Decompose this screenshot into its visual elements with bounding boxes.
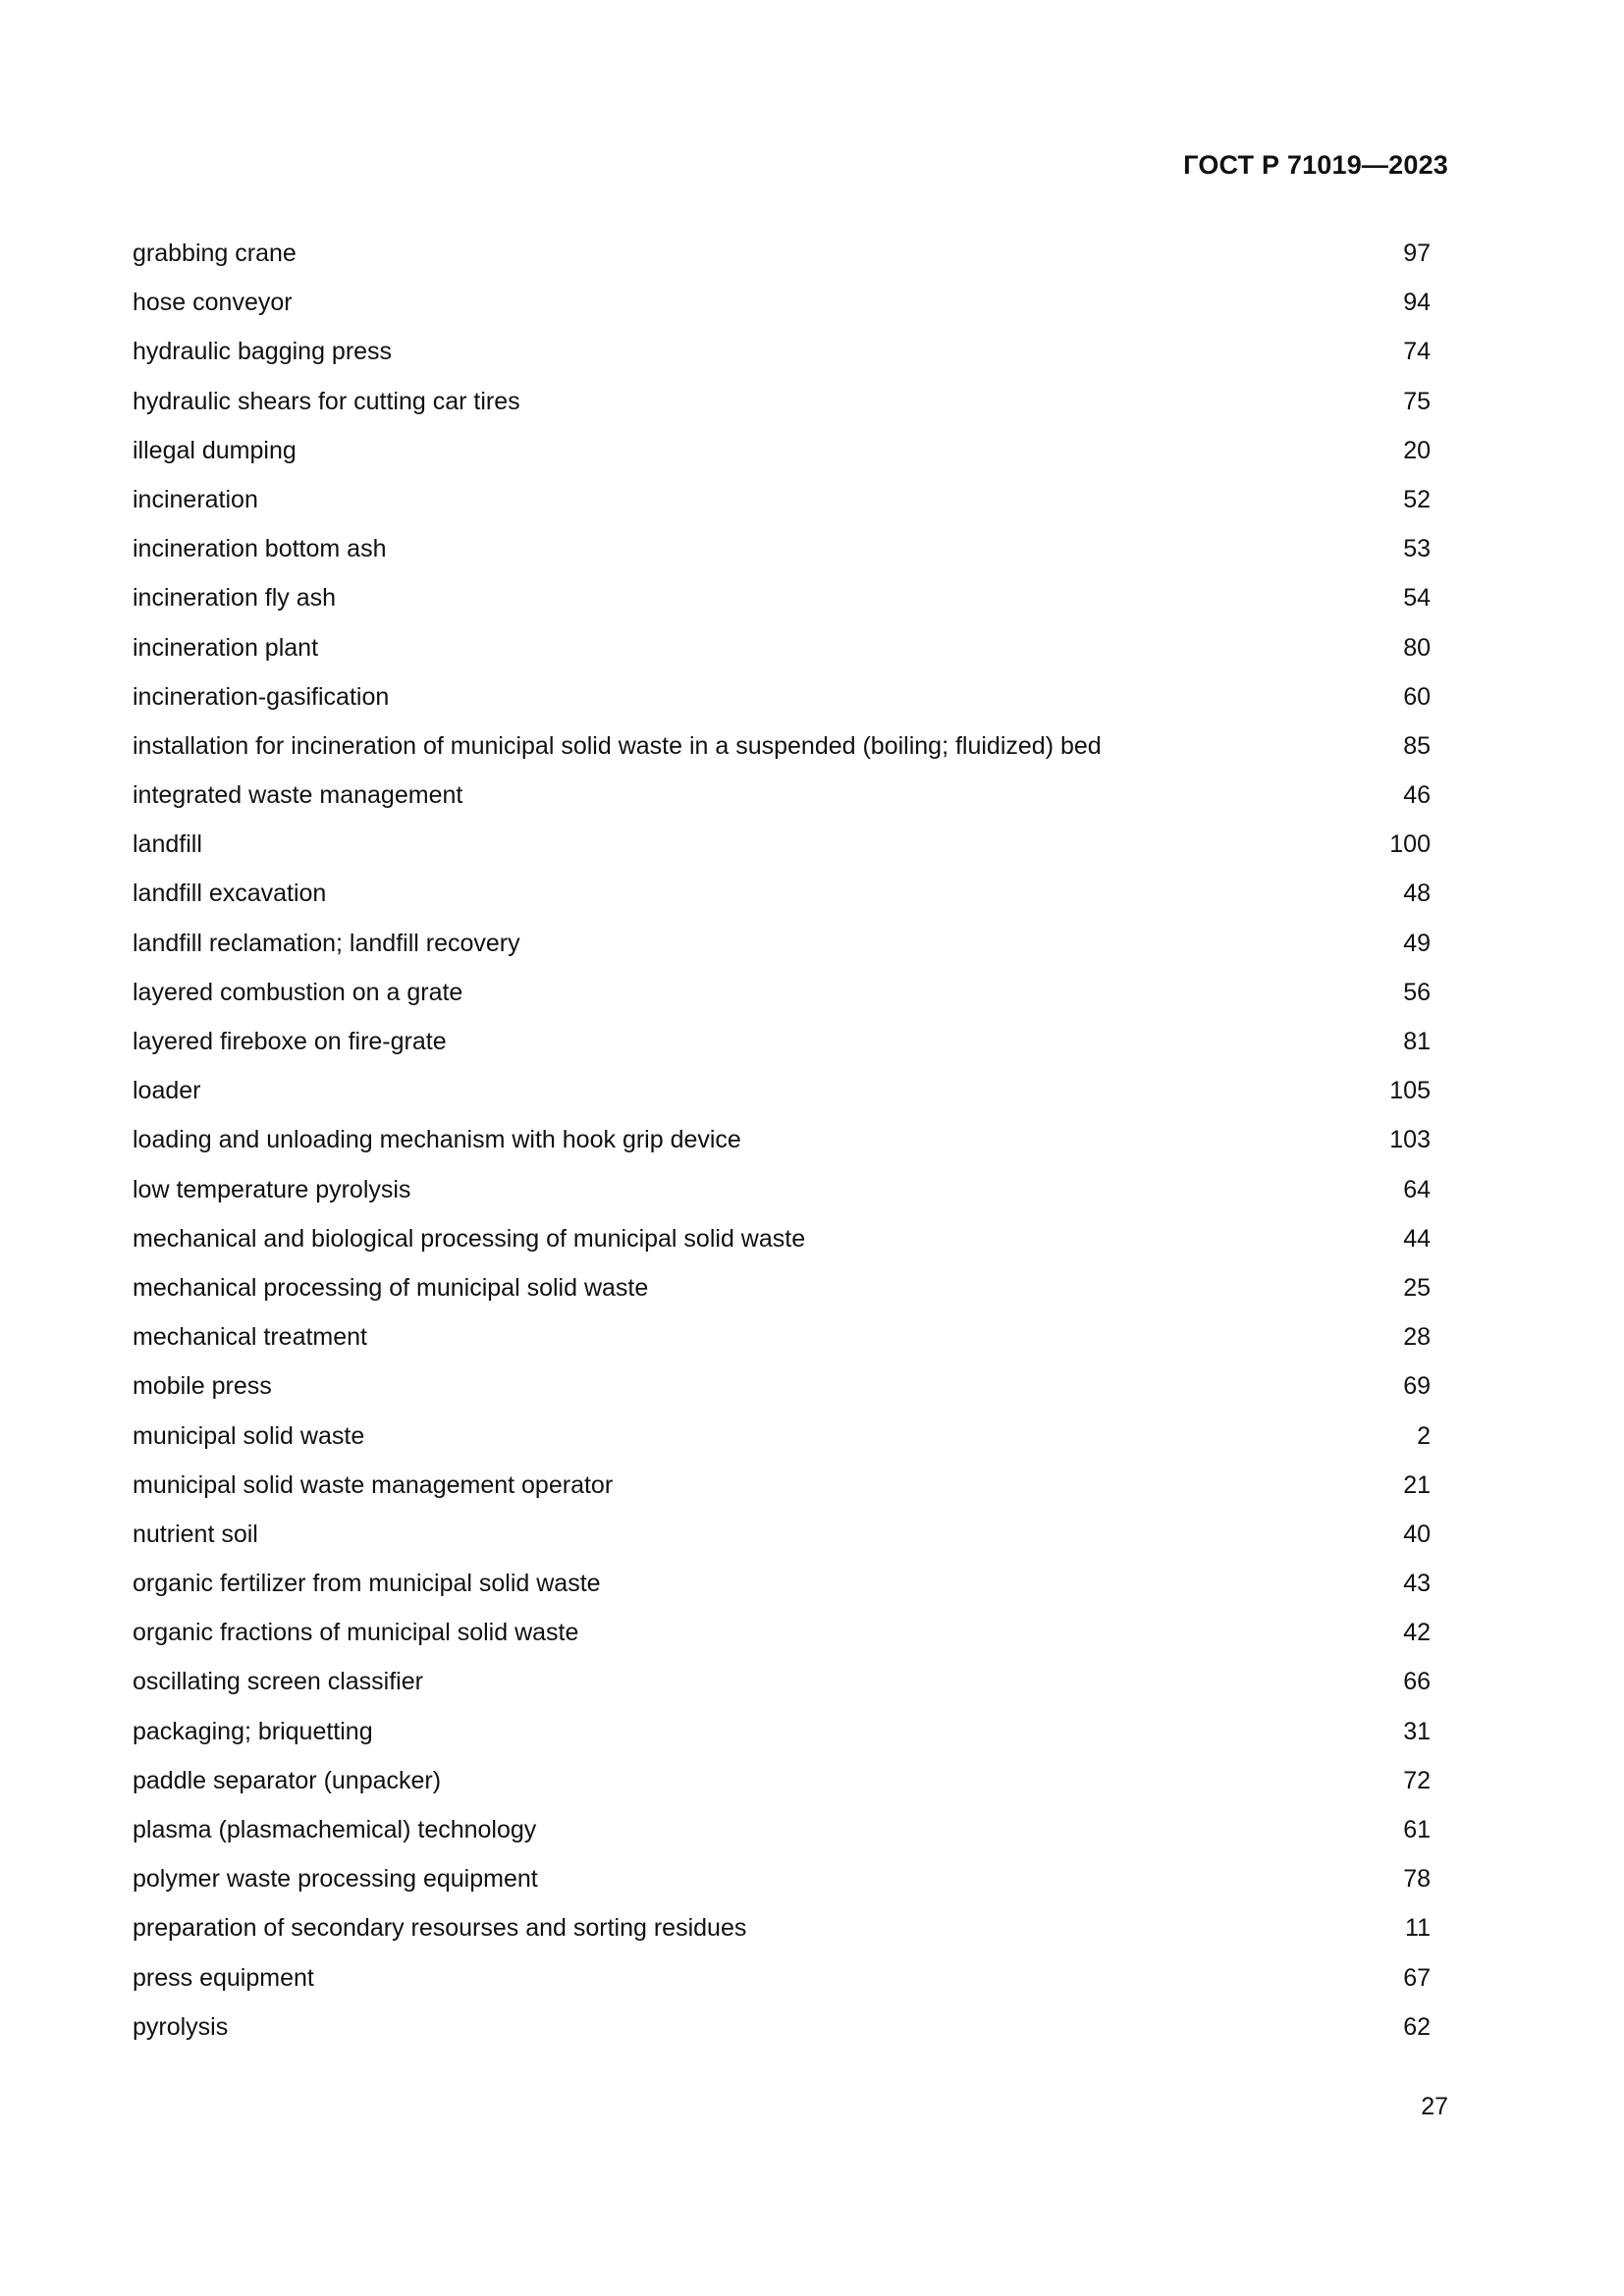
index-term-number: 44 (1403, 1224, 1431, 1253)
index-term: press equipment (133, 1963, 314, 1992)
index-term-number: 61 (1403, 1816, 1431, 1843)
index-term-number: 40 (1403, 1520, 1431, 1548)
index-term: integrated waste management (133, 781, 463, 810)
index-term: municipal solid waste (133, 1421, 365, 1450)
index-entry (133, 1717, 1431, 1766)
index-entry (133, 1667, 1431, 1716)
index-entry (133, 682, 1431, 731)
index-term-number: 11 (1405, 1914, 1431, 1943)
index-entry (133, 1421, 1431, 1470)
index-entry (133, 1913, 1431, 1962)
index-term: installation for incineration of municipal solid waste in a suspended (boiling; fluidized) bed (133, 731, 1102, 760)
index-term: incineration fly ash (133, 584, 337, 613)
index-term-number: 48 (1403, 880, 1431, 908)
page-number: 27 (1421, 2093, 1448, 2120)
index-term: mechanical and biological processing of municipal solid waste (133, 1224, 806, 1253)
index-term: mobile press (133, 1372, 272, 1401)
index-term: low temperature pyrolysis (133, 1175, 411, 1203)
index-entry (133, 288, 1431, 337)
index-term: organic fertilizer from municipal solid waste (133, 1570, 601, 1598)
index-term-number: 97 (1403, 240, 1431, 267)
index-term-number: 85 (1403, 731, 1431, 760)
index-entry (133, 1470, 1431, 1520)
index-entry (133, 1273, 1431, 1322)
index-term: mechanical treatment (133, 1323, 368, 1352)
index-entry (133, 633, 1431, 682)
index-term: municipal solid waste management operator (133, 1470, 614, 1499)
index-term: loader (133, 1077, 201, 1105)
index-entry (133, 1371, 1431, 1420)
index-term: landfill excavation (133, 880, 327, 908)
index-entry (133, 1766, 1431, 1815)
index-term: plasma (plasmachemical) technology (133, 1816, 537, 1843)
index-entry (133, 978, 1431, 1027)
index-term-number: 53 (1403, 535, 1431, 563)
index-term-number: 78 (1403, 1865, 1431, 1894)
index-term-number: 49 (1403, 929, 1431, 957)
index-term-number: 66 (1403, 1668, 1431, 1696)
index-entry (133, 2012, 1431, 2061)
index-entry (133, 1175, 1431, 1224)
index-term: incineration-gasification (133, 682, 390, 711)
index-entry (133, 1618, 1431, 1667)
index-term-number: 21 (1403, 1470, 1431, 1499)
index-term-number: 28 (1403, 1323, 1431, 1352)
index-entry (133, 1322, 1431, 1371)
index-term-number: 62 (1403, 2012, 1431, 2041)
index-term: landfill (133, 830, 202, 859)
index-term: preparation of secondary resourses and sorting residues (133, 1914, 747, 1943)
index-term: incineration plant (133, 633, 319, 662)
index-entry (133, 485, 1431, 534)
alphabetical-term-index (133, 239, 1431, 2061)
index-term-number: 54 (1403, 584, 1431, 613)
index-term-number: 42 (1403, 1619, 1431, 1647)
index-entry (133, 239, 1431, 288)
index-term-number: 25 (1403, 1273, 1431, 1302)
index-term: organic fractions of municipal solid waste (133, 1619, 579, 1647)
index-entry (133, 929, 1431, 978)
index-entry (133, 1076, 1431, 1125)
index-term-number: 75 (1403, 387, 1431, 415)
index-entry (133, 534, 1431, 583)
index-term-number: 105 (1389, 1077, 1431, 1105)
index-term-number: 67 (1403, 1963, 1431, 1992)
document-standard-id: ГОСТ Р 71019—2023 (1183, 150, 1448, 180)
index-entry (133, 436, 1431, 485)
index-entry (133, 1864, 1431, 1913)
index-entry (133, 1815, 1431, 1864)
index-term-number: 20 (1403, 436, 1431, 464)
index-entry (133, 780, 1431, 829)
index-entry (133, 1569, 1431, 1618)
index-term-number: 100 (1389, 830, 1431, 859)
index-term-number: 56 (1403, 978, 1431, 1006)
index-entry (133, 1963, 1431, 2012)
index-term: illegal dumping (133, 436, 297, 464)
index-term: hose conveyor (133, 289, 293, 317)
index-entry (133, 1520, 1431, 1569)
index-entry (133, 583, 1431, 632)
index-entry (133, 1125, 1431, 1174)
index-entry (133, 1027, 1431, 1076)
index-entry (133, 879, 1431, 928)
index-term: loading and unloading mechanism with hook grip device (133, 1126, 741, 1154)
index-term: nutrient soil (133, 1520, 258, 1548)
index-term: paddle separator (unpacker) (133, 1766, 442, 1794)
index-term-number: 72 (1403, 1766, 1431, 1794)
index-term-number: 52 (1403, 485, 1431, 513)
index-entry (133, 337, 1431, 386)
index-term-number: 43 (1403, 1570, 1431, 1598)
index-term: layered combustion on a grate (133, 978, 463, 1006)
index-entry (133, 387, 1431, 436)
index-term: grabbing crane (133, 240, 297, 267)
index-term: pyrolysis (133, 2012, 229, 2041)
index-entry (133, 1224, 1431, 1273)
index-term-number: 74 (1403, 338, 1431, 366)
index-entry (133, 829, 1431, 879)
index-term-number: 94 (1403, 289, 1431, 317)
index-term: packaging; briquetting (133, 1717, 373, 1745)
index-term-number: 80 (1403, 633, 1431, 662)
index-entry (133, 731, 1431, 780)
index-term: oscillating screen classifier (133, 1668, 423, 1696)
index-term-number: 60 (1403, 682, 1431, 711)
index-term-number: 103 (1389, 1126, 1431, 1154)
index-term-number: 2 (1417, 1421, 1431, 1450)
index-term: hydraulic bagging press (133, 338, 393, 366)
index-term: incineration bottom ash (133, 535, 387, 563)
index-term: incineration (133, 485, 258, 513)
index-term: polymer waste processing equipment (133, 1865, 538, 1894)
index-term-number: 46 (1403, 781, 1431, 810)
index-term-number: 31 (1403, 1717, 1431, 1745)
index-term: layered fireboxe on fire-grate (133, 1028, 447, 1055)
index-term-number: 64 (1403, 1175, 1431, 1203)
index-term-number: 69 (1403, 1372, 1431, 1401)
index-term-number: 81 (1403, 1028, 1431, 1055)
index-term: mechanical processing of municipal solid waste (133, 1273, 649, 1302)
index-term: landfill reclamation; landfill recovery (133, 929, 520, 957)
index-term: hydraulic shears for cutting car tires (133, 387, 520, 415)
